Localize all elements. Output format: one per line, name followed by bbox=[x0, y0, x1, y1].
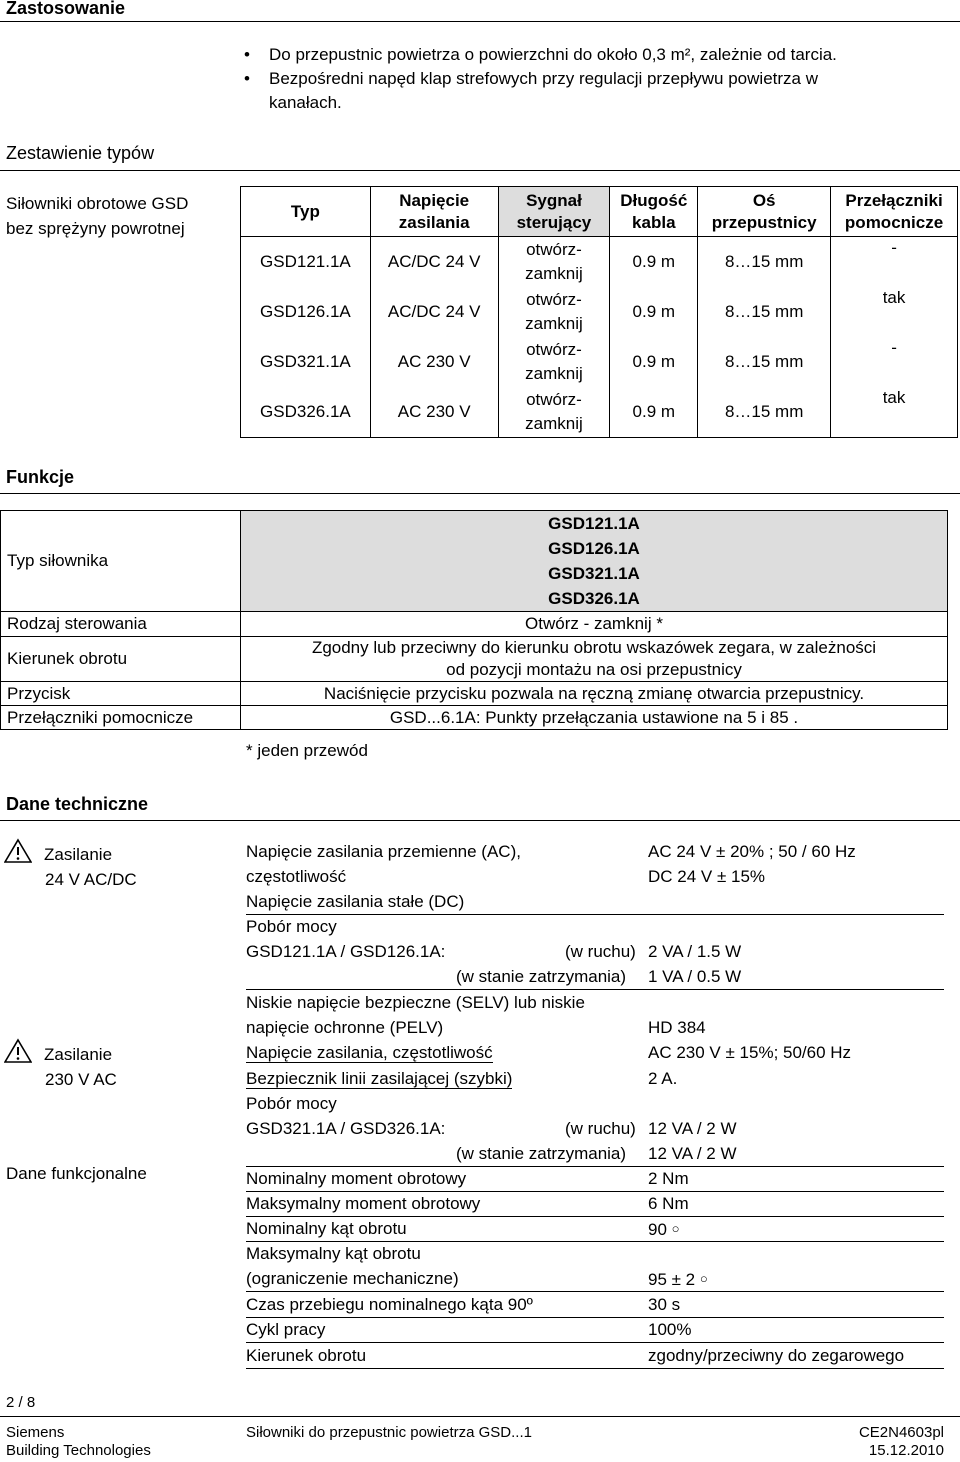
section-heading-zestawienie: Zestawienie typów bbox=[6, 143, 155, 163]
table-cell: GSD326.1A bbox=[260, 402, 351, 421]
table-cell: GSD...6.1A: Punkty przełączania ustawione na 5 i 85 . bbox=[241, 706, 948, 730]
degree-icon: ○ bbox=[671, 1221, 680, 1236]
table-cell: Otwórz - zamknij * bbox=[241, 612, 948, 637]
table-cell: Kierunek obrotu bbox=[1, 637, 241, 682]
runtime-row: Czas przebiegu nominalnego kąta 90º 30 s bbox=[246, 1292, 944, 1318]
section-heading-dane: Dane techniczne bbox=[6, 794, 149, 814]
max-angle-label: Maksymalny kąt obrotu bbox=[246, 1244, 421, 1263]
max-angle-row: (ograniczenie mechaniczne) 95 ± 2 ○ bbox=[246, 1266, 944, 1292]
types-cell: GSD121.1A GSD126.1A GSD321.1A GSD326.1A bbox=[241, 511, 948, 612]
power-types: GSD121.1A / GSD126.1A: bbox=[246, 942, 446, 961]
table-cell: AC/DC 24 V bbox=[387, 302, 481, 321]
table-cell: Przełączniki pomocnicze bbox=[1, 706, 241, 730]
table-cell: tak bbox=[882, 288, 906, 307]
table-cell: otwórz- zamknij bbox=[525, 340, 583, 383]
direction-row: Kierunek obrotu zgodny/przeciwny do zegarowego bbox=[246, 1343, 944, 1369]
degree-icon: ○ bbox=[699, 1271, 708, 1286]
column-header-napiecie: Napięcie zasilania bbox=[370, 187, 498, 237]
types-table bbox=[240, 186, 958, 438]
table-cell: - bbox=[891, 338, 897, 357]
ac-value: AC 24 V ± 20% ; 50 / 60 Hz DC 24 V ± 15% bbox=[648, 842, 856, 886]
power-label: Pobór mocy bbox=[246, 917, 337, 936]
divider bbox=[0, 1416, 960, 1417]
table-cell: Przycisk bbox=[1, 682, 241, 706]
footnote: * jeden przewód bbox=[246, 741, 368, 760]
running-value: 2 VA / 1.5 W bbox=[648, 942, 742, 961]
power-types: GSD321.1A / GSD326.1A: bbox=[246, 1119, 446, 1138]
table-cell: GSD321.1A bbox=[260, 352, 351, 371]
przelaczniki-column bbox=[831, 237, 958, 438]
nominal-angle-row: Nominalny kąt obrotu 90 ○ bbox=[246, 1216, 944, 1242]
supply-230v-label: Zasilanie 230 V AC bbox=[44, 1045, 117, 1089]
os-column bbox=[698, 237, 831, 438]
types-side-label: Siłowniki obrotowe GSD bez sprężyny powrotnej bbox=[6, 194, 189, 238]
sygnal-column bbox=[498, 237, 610, 438]
divider bbox=[0, 170, 960, 171]
table-cell: AC 230 V bbox=[397, 402, 471, 421]
footer-doc: CE2N4603pl 15.12.2010 bbox=[858, 1424, 944, 1459]
table-cell: 8…15 mm bbox=[724, 302, 804, 321]
dlugosc-column bbox=[610, 237, 698, 438]
duty-cycle-row: Cykl pracy 100% bbox=[246, 1317, 944, 1343]
fuse-label: Bezpiecznik linii zasilającej (szybki) bbox=[246, 1069, 513, 1088]
table-cell: AC/DC 24 V bbox=[387, 252, 481, 271]
table-cell: - bbox=[891, 238, 897, 257]
divider bbox=[0, 820, 960, 821]
typ-column bbox=[241, 237, 371, 438]
table-cell: tak bbox=[882, 388, 906, 407]
selv-value: HD 384 bbox=[648, 1018, 706, 1037]
running-label: (w ruchu) bbox=[565, 942, 636, 961]
table-cell: AC 230 V bbox=[397, 352, 471, 371]
running-value: 12 VA / 2 W bbox=[648, 1119, 737, 1138]
table-cell: 8…15 mm bbox=[724, 402, 804, 421]
typ-label-cell: Typ siłownika bbox=[1, 511, 241, 612]
power-label: Pobór mocy bbox=[246, 1094, 337, 1113]
table-cell: 0.9 m bbox=[632, 352, 676, 371]
stopped-row: (w stanie zatrzymania) 12 VA / 2 W bbox=[246, 1141, 944, 1167]
supply-24v-label: Zasilanie 24 V AC/DC bbox=[44, 845, 137, 889]
application-list bbox=[240, 43, 940, 115]
table-cell: 8…15 mm bbox=[724, 252, 804, 271]
ac-label: Napięcie zasilania przemienne (AC), częstotliwość bbox=[246, 842, 521, 886]
column-header-os: Oś przepustnicy bbox=[698, 187, 831, 237]
fuse-value: 2 A. bbox=[648, 1069, 678, 1088]
table-cell: Rodzaj sterowania bbox=[1, 612, 241, 637]
footer-company: Siemens Building Technologies bbox=[6, 1424, 151, 1459]
supply-230-label: Napięcie zasilania, częstotliwość bbox=[246, 1043, 493, 1062]
section-heading-zastosowanie: Zastosowanie bbox=[6, 0, 126, 18]
column-header-dlugosc: Długość kabla bbox=[610, 187, 698, 237]
divider bbox=[0, 21, 960, 22]
table-cell: otwórz- zamknij bbox=[525, 290, 583, 333]
table-cell: 0.9 m bbox=[632, 302, 676, 321]
nominal-torque-row: Nominalny moment obrotowy 2 Nm bbox=[246, 1166, 944, 1192]
stopped-row: (w stanie zatrzymania) 1 VA / 0.5 W bbox=[246, 964, 944, 990]
divider bbox=[0, 493, 960, 494]
table-cell: otwórz- zamknij bbox=[525, 240, 583, 283]
warning-icon bbox=[4, 1038, 32, 1064]
table-cell: 0.9 m bbox=[632, 402, 676, 421]
footer-title: Siłowniki do przepustnic powietrza GSD...1 bbox=[246, 1424, 532, 1441]
table-cell: 0.9 m bbox=[632, 252, 676, 271]
column-header-sygnal: Sygnał sterujący bbox=[498, 187, 610, 237]
dc-label: Napięcie zasilania stałe (DC) bbox=[246, 889, 944, 915]
list-item: • Bezpośredni napęd klap strefowych przy regulacji przepływu powietrza w kanałach. bbox=[240, 67, 940, 115]
warning-icon bbox=[4, 838, 32, 864]
column-header-przelaczniki: Przełączniki pomocnicze bbox=[831, 187, 958, 237]
table-cell: Naciśnięcie przycisku pozwala na ręczną zmianę otwarcia przepustnicy. bbox=[241, 682, 948, 706]
table-cell: otwórz- zamknij bbox=[525, 390, 583, 433]
table-cell: GSD126.1A bbox=[260, 302, 351, 321]
max-torque-row: Maksymalny moment obrotowy 6 Nm bbox=[246, 1191, 944, 1217]
running-label: (w ruchu) bbox=[565, 1119, 636, 1138]
section-heading-funkcje: Funkcje bbox=[6, 467, 75, 487]
functions-table bbox=[0, 510, 948, 730]
table-cell: 8…15 mm bbox=[724, 352, 804, 371]
list-item: • Do przepustnic powietrza o powierzchni do około 0,3 m², zależnie od tarcia. bbox=[240, 43, 940, 67]
table-cell: GSD121.1A bbox=[260, 252, 351, 271]
selv-label: Niskie napięcie bezpieczne (SELV) lub niskie napięcie ochronne (PELV) bbox=[246, 993, 585, 1037]
supply-230-value: AC 230 V ± 15%; 50/60 Hz bbox=[648, 1043, 852, 1062]
napiecie-column bbox=[370, 237, 498, 438]
functional-data-label: Dane funkcjonalne bbox=[6, 1164, 147, 1183]
page-number: 2 / 8 bbox=[6, 1394, 36, 1411]
column-header-typ: Typ bbox=[241, 187, 371, 237]
table-cell: Zgodny lub przeciwny do kierunku obrotu wskazówek zegara, w zależności od pozycji montażu na osi przepustnicy bbox=[241, 637, 948, 682]
